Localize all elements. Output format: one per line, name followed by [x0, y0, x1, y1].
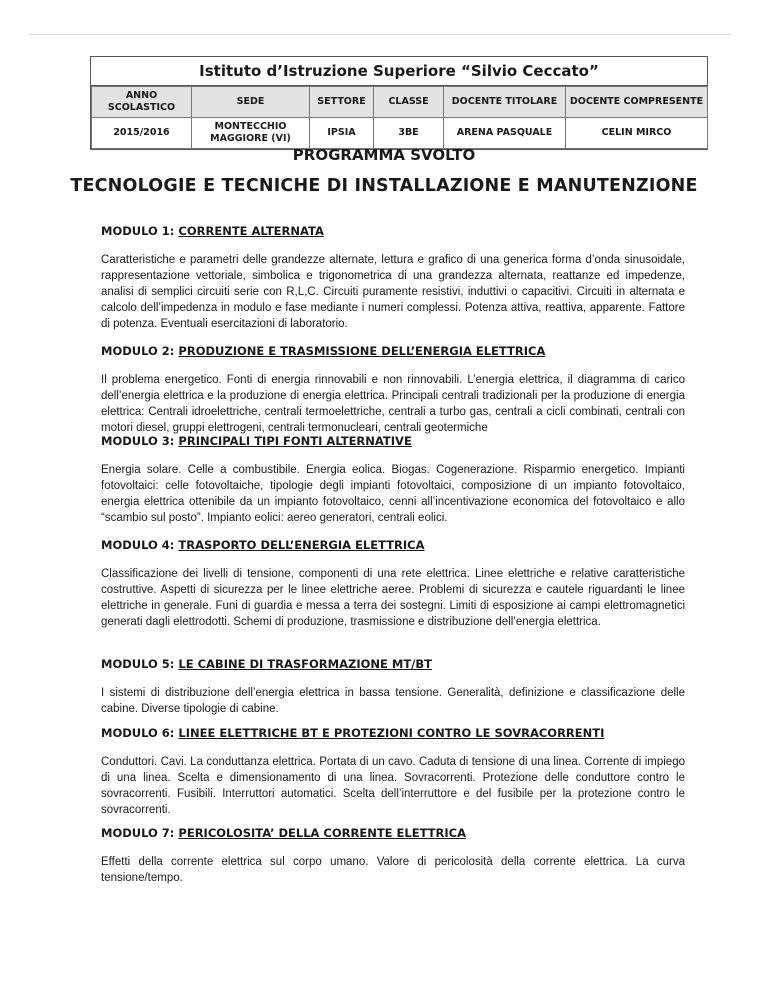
module-2 — [101, 344, 685, 436]
module-7 — [101, 826, 685, 886]
value-settore: IPSIA — [310, 118, 374, 149]
module-3 — [101, 434, 685, 526]
value-docente-compresente: CELIN MIRCO — [566, 118, 708, 149]
module-name: LINEE ELETTRICHE BT E PROTEZIONI CONTRO LE SOVRACORRENTI — [178, 726, 605, 740]
module-text: Energia solare. Celle a combustibile. Energia eolica. Biogas. Cogenerazione. Risparmio energetico. Impianti fotovoltaici: celle fotovoltaiche, tipologie degli impianti fotovoltaici, composizione di un impianto fotovoltaico, energia elettrica ottenibile da un impianto fotovoltaico, cenni all’incentivazione economica del fotovoltaico e allo “scambio sul posto”. Impianto eolici: aereo generatori, centrali eolici. — [101, 464, 685, 524]
header-settore: SETTORE — [310, 87, 374, 118]
info-table-header-row — [92, 87, 708, 118]
scan-edge-line — [30, 34, 730, 35]
module-text: Il problema energetico. Fonti di energia rinnovabili e non rinnovabili. L’energia elettrica, il diagramma di carico dell’energia elettrica e la produzione di energia elettrica. Principali centrali tradizionali per la produzione di energia elettrica: Centrali idroelettriche, centrali termoelettriche, centrali a turbo gas, centrali a cicli combinati, centrali con motori diesel, gruppi elettrogeni, centrali termonucleari, centrali geotermiche — [101, 374, 685, 434]
module-number: MODULO 5: — [101, 657, 175, 671]
program-title: PROGRAMMA SVOLTO — [292, 146, 476, 164]
module-name: PRODUZIONE E TRASMISSIONE DELL’ENERGIA ELETTRICA — [178, 344, 546, 358]
module-number: MODULO 3: — [101, 434, 175, 448]
value-classe: 3BE — [374, 118, 444, 149]
module-name: PERICOLOSITA’ DELLA CORRENTE ELETTRICA — [178, 826, 467, 840]
value-sede: MONTECCHIO MAGGIORE (VI) — [192, 118, 310, 149]
module-1 — [101, 224, 685, 332]
header-anno-scolastico: ANNO SCOLASTICO — [92, 87, 192, 118]
module-heading — [101, 826, 685, 840]
header-classe: CLASSE — [374, 87, 444, 118]
module-heading — [101, 224, 685, 238]
institute-name: Istituto d’Istruzione Superiore “Silvio Ceccato” — [91, 57, 707, 86]
module-text: Caratteristiche e parametri delle grandezze alternate, lettura e grafico di una generica forma d’onda sinusoidale, rappresentazione vettoriale, simbolica e trigonometrica di una grandezza alternata, reattanze ed impedenze, analisi di semplici circuiti serie con R,L,C. Circuiti puramente resistivi, induttivi o capacitivi. Circuiti in alternata e calcolo dell’impedenza in modulo e fase mediante i numeri complessi. Potenza attiva, reattiva, apparente. Fattore di potenza. Eventuali esercitazioni di laboratorio. — [101, 254, 685, 330]
module-heading — [101, 344, 685, 358]
module-text: Classificazione dei livelli di tensione, componenti di una rete elettrica. Linee elettriche e relative caratteristiche costruttive. Aspetti di sicurezza per le linee elettriche aeree. Problemi di sicurezza e cautele riguardanti le linee elettriche in generale. Funi di guardia e messa a terra dei sostegni. Limiti di esposizione ai campi elettromagnetici generati dagli elettrodotti. Schemi di produzione, trasmissione e distribuzione dell’energia elettrica. — [101, 568, 685, 628]
subject-title: TECNOLOGIE E TECNICHE DI INSTALLAZIONE E MANUTENZIONE — [70, 176, 698, 196]
info-table — [91, 86, 708, 149]
module-number: MODULO 7: — [101, 826, 175, 840]
module-heading — [101, 657, 685, 671]
module-number: MODULO 1: — [101, 224, 175, 238]
header-sede: SEDE — [192, 87, 310, 118]
module-heading — [101, 726, 685, 740]
module-heading — [101, 538, 685, 552]
module-number: MODULO 2: — [101, 344, 175, 358]
module-text: Conduttori. Cavi. La conduttanza elettrica. Portata di un cavo. Caduta di tensione di una linea. Corrente di impiego di una linea. Scelta e dimensionamento di una linea. Sovracorrenti. Protezione delle conduttore contro le sovracorrenti. Fusibili. Interruttori automatici. Scelta dell’interruttore e del fusibile per la protezione contro le sovracorrenti. — [101, 756, 685, 816]
module-number: MODULO 4: — [101, 538, 175, 552]
module-number: MODULO 6: — [101, 726, 175, 740]
header-docente-compresente: DOCENTE COMPRESENTE — [566, 87, 708, 118]
module-name: LE CABINE DI TRASFORMAZIONE MT/BT — [178, 657, 432, 671]
module-6 — [101, 726, 685, 818]
module-text: I sistemi di distribuzione dell’energia elettrica in bassa tensione. Generalità, definizione e classificazione delle cabine. Diverse tipologie di cabine. — [101, 687, 685, 715]
module-4 — [101, 538, 685, 630]
module-name: TRASPORTO DELL’ENERGIA ELETTRICA — [178, 538, 425, 552]
module-name: PRINCIPALI TIPI FONTI ALTERNATIVE — [178, 434, 412, 448]
module-name: CORRENTE ALTERNATA — [178, 224, 324, 238]
module-heading — [101, 434, 685, 448]
header-docente-titolare: DOCENTE TITOLARE — [444, 87, 566, 118]
value-docente-titolare: ARENA PASQUALE — [444, 118, 566, 149]
info-table-value-row — [92, 118, 708, 149]
module-5 — [101, 657, 685, 717]
value-anno-scolastico: 2015/2016 — [92, 118, 192, 149]
header-box — [90, 56, 708, 150]
module-text: Effetti della corrente elettrica sul corpo umano. Valore di pericolosità della corrente elettrica. La curva tensione/tempo. — [101, 856, 685, 884]
